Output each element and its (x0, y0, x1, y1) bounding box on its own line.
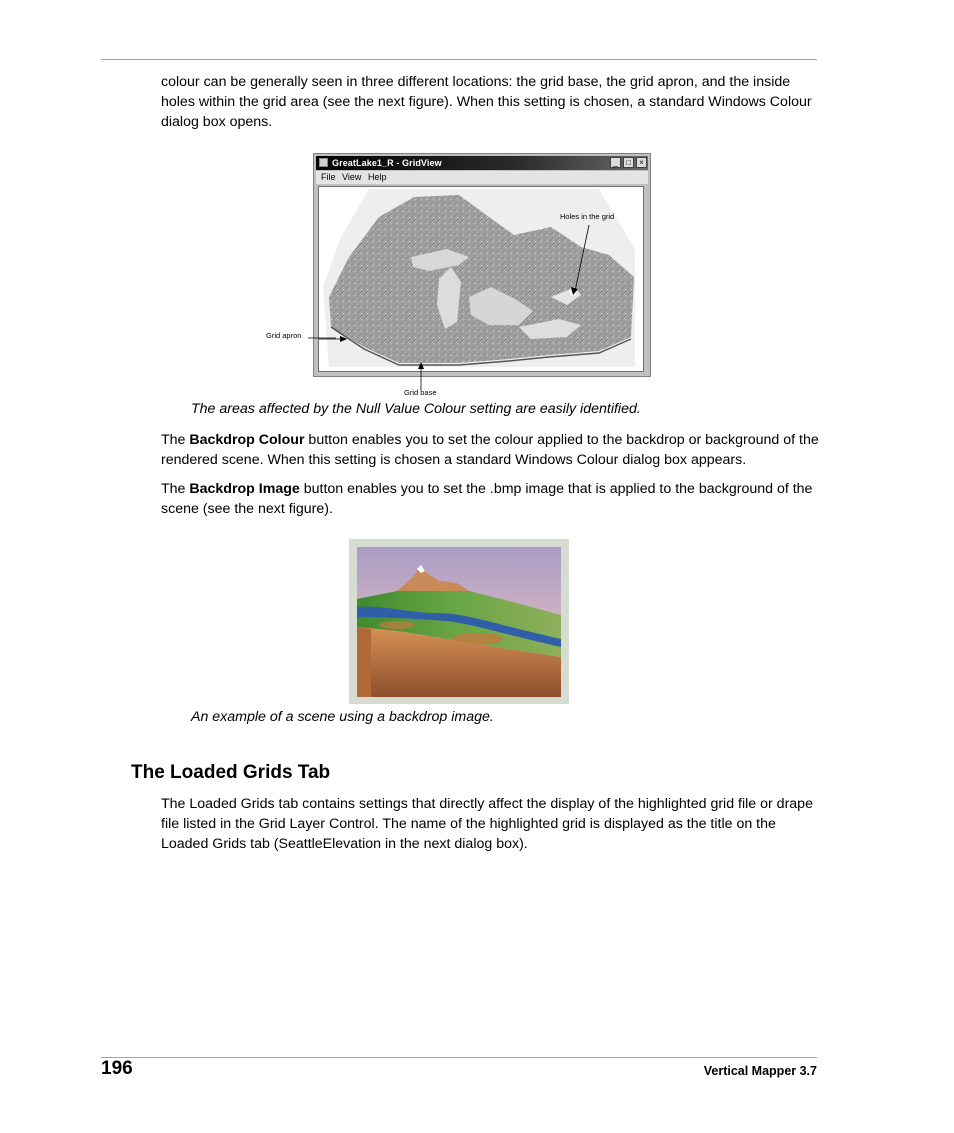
loaded-grids-paragraph: The Loaded Grids tab contains settings that directly affect the display of the highlighted grid file or drape file listed in the Grid Layer Control. The name of the highlighted grid is displayed as the title on the Loaded Grids tab (SeattleElevation in the next dialog box). (161, 796, 813, 852)
window-menubar (316, 171, 648, 184)
apron-annotation: Grid apron (266, 331, 302, 340)
app-icon (319, 158, 328, 167)
gridview-window-figure (313, 153, 651, 377)
intro-paragraph: colour can be generally seen in three different locations: the grid base, the grid apron, and the inside holes within the grid area (see the next figure). When this setting is chosen, a standard Windows Colour dialog box opens. (161, 74, 812, 130)
minimize-icon[interactable]: _ (610, 157, 621, 168)
close-icon[interactable]: × (636, 157, 647, 168)
product-name: Vertical Mapper 3.7 (703, 1064, 817, 1078)
window-title: GreatLake1_R - GridView (332, 158, 442, 168)
section-heading: The Loaded Grids Tab (131, 762, 331, 783)
text-run: The (161, 481, 190, 497)
backdrop-example-figure (349, 539, 569, 704)
text-run: button enables you to set the colour applied to the backdrop or background of the rendered scene. When this setting is chosen a standard Windows Colour dialog box appears. (161, 432, 819, 468)
figure1-caption: The areas affected by the Null Value Colour setting are easily identified. (191, 401, 641, 417)
backdrop-colour-term: Backdrop Colour (189, 432, 305, 448)
backdrop-image-term: Backdrop Image (189, 481, 300, 497)
figure2-caption: An example of a scene using a backdrop image. (191, 709, 494, 725)
page-number: 196 (101, 1058, 133, 1079)
maximize-icon[interactable]: □ (623, 157, 634, 168)
text-run: The (161, 432, 190, 448)
menu-file[interactable]: File (321, 172, 336, 182)
header-rule (101, 59, 817, 60)
menu-help[interactable]: Help (368, 172, 387, 182)
backdrop-image-paragraph (161, 479, 821, 519)
apron-leader-line (296, 330, 336, 350)
backdrop-scene-render (357, 547, 561, 697)
menu-view[interactable]: View (342, 172, 362, 182)
window-titlebar (316, 156, 648, 170)
text-run: button enables you to set the .bmp image that is applied to the background of the scene (see the next figure). (161, 481, 813, 517)
base-annotation: Grid base (404, 388, 437, 397)
holes-annotation: Holes in the grid (560, 212, 615, 221)
footer-rule (101, 1057, 817, 1058)
backdrop-colour-paragraph (161, 430, 821, 470)
